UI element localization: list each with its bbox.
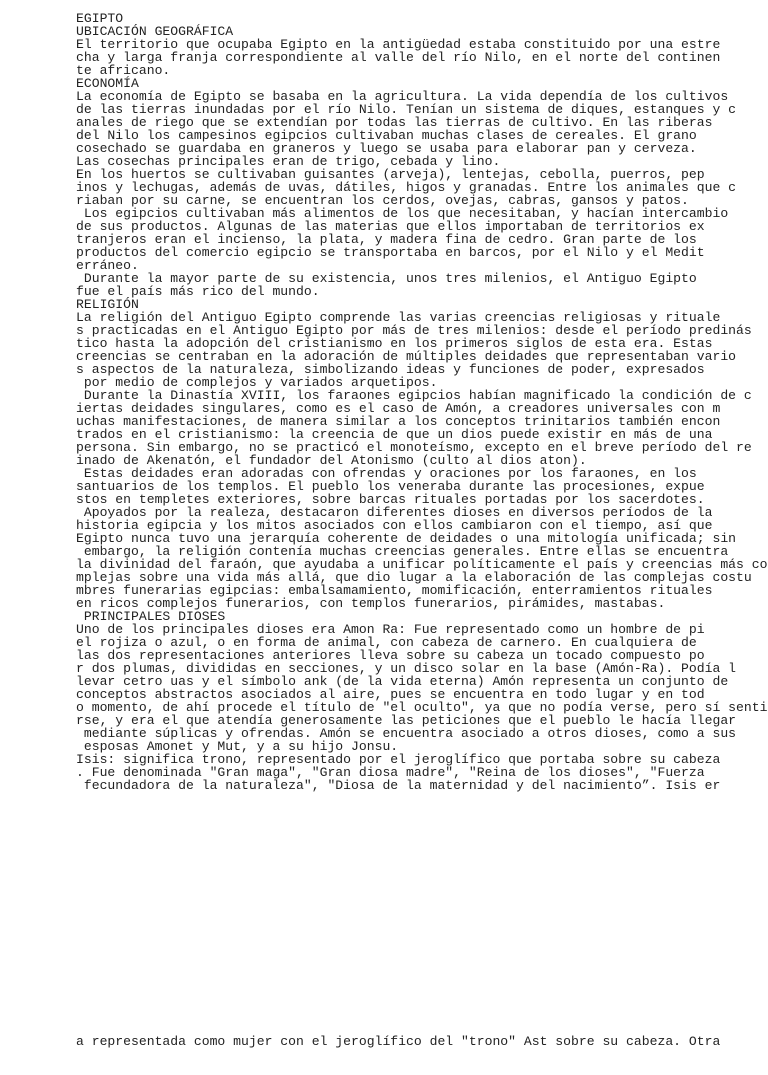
text-line: s aspectos de la naturaleza, simbolizando ideas y funciones de poder, expresados bbox=[76, 362, 705, 377]
text-line: te africano. bbox=[76, 63, 171, 78]
text-line: inado de Akenatón, el fundador del Atonismo (culto al dios aton). bbox=[76, 453, 587, 468]
text-line: Egipto nunca tuvo una jerarquía coherente de deidades o una mitología unificada; sin bbox=[76, 531, 737, 546]
text-line: o momento, de ahí procede el título de "el oculto", ya que no podía verse, pero sí senti bbox=[76, 700, 768, 715]
document-text bbox=[76, 11, 768, 793]
text-line: trados en el cristianismo: la creencia de que un dios puede existir en más de una bbox=[76, 427, 713, 442]
text-line: rse, y era el que atendía generosamente las peticiones que el pueblo le hacía llegar bbox=[76, 713, 737, 728]
text-line: persona. Sin embargo, no se practicó el monoteísmo, excepto en el breve período del re bbox=[76, 440, 752, 455]
text-line: El territorio que ocupaba Egipto en la antigüedad estaba constituido por una estre bbox=[76, 37, 721, 52]
text-line: por medio de complejos y variados arquetipos. bbox=[76, 375, 438, 390]
text-line: a representada como mujer con el jeroglífico del "trono" Ast sobre su cabeza. Otra bbox=[76, 1034, 721, 1049]
text-line: r dos plumas, divididas en secciones, y un disco solar en la base (Amón-Ra). Podía l bbox=[76, 661, 737, 676]
text-line: . Fue denominada "Gran maga", "Gran diosa madre", "Reina de los dioses", "Fuerza bbox=[76, 765, 705, 780]
text-line: las dos representaciones anteriores lleva sobre su cabeza un tocado compuesto po bbox=[76, 648, 705, 663]
text-line: tico hasta la adopción del cristianismo en los primeros siglos de esta era. Estas bbox=[76, 336, 713, 351]
text-line: riaban por su carne, se encuentran los cerdos, ovejas, cabras, gansos y patos. bbox=[76, 193, 689, 208]
text-line: embargo, la religión contenía muchas creencias generales. Entre ellas se encuentra bbox=[76, 544, 729, 559]
text-line: fue el país más rico del mundo. bbox=[76, 284, 320, 299]
text-line: conceptos abstractos asociados al aire, pues se encuentra en todo lugar y en tod bbox=[76, 687, 705, 702]
text-line: en ricos complejos funerarios, con templos funerarios, pirámides, mastabas. bbox=[76, 596, 666, 611]
text-line: Isis: significa trono, representado por el jeroglífico que portaba sobre su cabeza bbox=[76, 752, 721, 767]
text-line: tranjeros eran el incienso, la plata, y madera fina de cedro. Gran parte de los bbox=[76, 232, 697, 247]
text-line: Durante la mayor parte de su existencia, unos tres milenios, el Antiguo Egipto bbox=[76, 271, 697, 286]
text-line: historia egipcia y los mitos asociados con ellos cambiaron con el tiempo, así que bbox=[76, 518, 713, 533]
text-line: Durante la Dinastía XVIII, los faraones egipcios habían magnificado la condición de c bbox=[76, 388, 752, 403]
text-line: mediante súplicas y ofrendas. Amón se encuentra asociado a otros dioses, como a sus bbox=[76, 726, 737, 741]
text-line: La religión del Antiguo Egipto comprende las varias creencias religiosas y rituale bbox=[76, 310, 721, 325]
text-line: santuarios de los templos. El pueblo los veneraba durante las procesiones, expue bbox=[76, 479, 705, 494]
text-line: s practicadas en el Antiguo Egipto por más de tres milenios: desde el período predinás bbox=[76, 323, 752, 338]
text-line: esposas Amonet y Mut, y a su hijo Jonsu. bbox=[76, 739, 399, 754]
text-line: el rojiza o azul, o en forma de animal, con cabeza de carnero. En cualquiera de bbox=[76, 635, 697, 650]
text-line: ECONOMÍA bbox=[76, 76, 139, 91]
text-line: PRINCIPALES DIOSES bbox=[76, 609, 226, 624]
text-line: la divinidad del faraón, que ayudaba a unificar políticamente el país y creencias más co bbox=[76, 557, 768, 572]
text-line: mplejas sobre una vida más allá, que dio lugar a la elaboración de las complejas costu bbox=[76, 570, 752, 585]
text-line: cosechado se guardaba en graneros y luego se usaba para elaborar pan y cerveza. bbox=[76, 141, 697, 156]
text-line: de las tierras inundadas por el río Nilo. Tenían un sistema de diques, estanques y c bbox=[76, 102, 737, 117]
text-line: Apoyados por la realeza, destacaron diferentes dioses en diversos períodos de la bbox=[76, 505, 713, 520]
text-line: Uno de los principales dioses era Amon Ra: Fue representado como un hombre de pi bbox=[76, 622, 705, 637]
text-line: productos del comercio egipcio se transportaba en barcos, por el Nilo y el Medit bbox=[76, 245, 705, 260]
text-line: UBICACIÓN GEOGRÁFICA bbox=[76, 24, 234, 39]
text-line: stos en templetes exteriores, sobre barcas rituales portadas por los sacerdotes. bbox=[76, 492, 705, 507]
text-line: EGIPTO bbox=[76, 11, 124, 26]
text-line: mbres funerarias egipcias: embalsamamiento, momificación, enterramientos rituales bbox=[76, 583, 713, 598]
text-line: de sus productos. Algunas de las materias que ellos importaban de territorios ex bbox=[76, 219, 705, 234]
text-line: erráneo. bbox=[76, 258, 139, 273]
text-line: del Nilo los campesinos egipcios cultivaban muchas clases de cereales. El grano bbox=[76, 128, 697, 143]
text-line: iertas deidades singulares, como es el caso de Amón, a creadores universales con m bbox=[76, 401, 721, 416]
text-line: fecundadora de la naturaleza", "Diosa de la maternidad y del nacimiento”. Isis er bbox=[76, 778, 721, 793]
document-text-continued bbox=[76, 1009, 756, 1074]
text-line: RELIGIÓN bbox=[76, 297, 139, 312]
text-line: Estas deidades eran adoradas con ofrendas y oraciones por los faraones, en los bbox=[76, 466, 697, 481]
text-line: cha y larga franja correspondiente al valle del río Nilo, en el norte del continen bbox=[76, 50, 721, 65]
text-line: Los egipcios cultivaban más alimentos de los que necesitaban, y hacían intercambio bbox=[76, 206, 729, 221]
text-line: inos y lechugas, además de uvas, dátiles, higos y granadas. Entre los animales que c bbox=[76, 180, 737, 195]
text-line: levar cetro uas y el símbolo ank (de la vida eterna) Amón representa un conjunto de bbox=[76, 674, 729, 689]
text-line: Las cosechas principales eran de trigo, cebada y lino. bbox=[76, 154, 501, 169]
text-line: uchas manifestaciones, de manera similar a los conceptos trinitarios también encon bbox=[76, 414, 721, 429]
text-line: creencias se centraban en la adoración de múltiples deidades que representaban vario bbox=[76, 349, 737, 364]
text-line: En los huertos se cultivaban guisantes (arveja), lentejas, cebolla, puerros, pep bbox=[76, 167, 705, 182]
text-line: anales de riego que se extendían por todas las tierras de cultivo. En las riberas bbox=[76, 115, 713, 130]
text-line: La economía de Egipto se basaba en la agricultura. La vida dependía de los cultivos bbox=[76, 89, 729, 104]
